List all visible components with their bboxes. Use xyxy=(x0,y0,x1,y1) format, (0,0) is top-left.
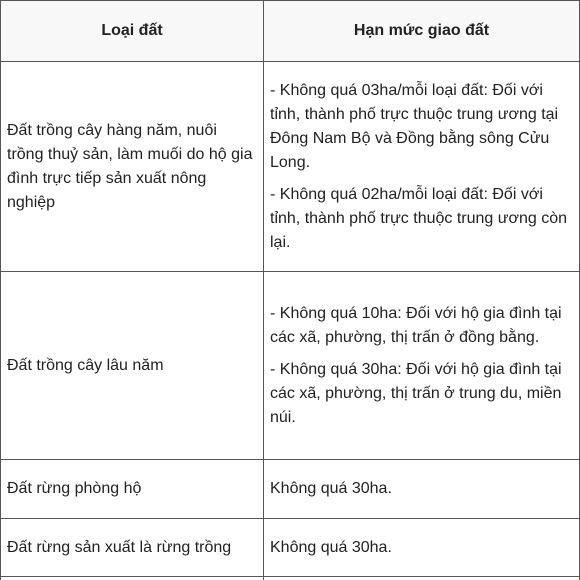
limit-paragraph: Không quá 30ha. xyxy=(270,538,392,556)
table-row xyxy=(1,519,580,577)
table-header-row xyxy=(1,1,580,62)
allocation-limit-cell xyxy=(264,460,580,519)
limit-paragraph: - Không quá 30ha: Đối với hộ gia đình tại các xã, phường, thị trấn ở trung du, miền núi. xyxy=(270,360,562,426)
limit-paragraph: - Không quá 02ha/mỗi loại đất: Đối với tỉnh, thành phố trực thuộc trung ương còn lại. xyxy=(270,185,567,251)
table-row xyxy=(1,62,580,272)
limit-paragraph: - Không quá 10ha: Đối với hộ gia đình tại các xã, phường, thị trấn ở đồng bằng. xyxy=(270,304,562,346)
header-allocation-limit: Hạn mức giao đất xyxy=(264,1,580,62)
table-row-partial xyxy=(1,577,580,580)
land-type-cell: Đất rừng sản xuất là rừng trồng xyxy=(1,519,264,577)
land-type-cell: Đất trồng cây hàng năm, nuôi trồng thuỷ sản, làm muối do hộ gia đình trực tiếp sản xuất nông nghiệp xyxy=(1,62,264,272)
allocation-limit-cell-empty xyxy=(264,577,580,580)
table-row xyxy=(1,272,580,460)
allocation-limit-cell xyxy=(264,62,580,272)
limit-paragraph: - Không quá 03ha/mỗi loại đất: Đối với tỉnh, thành phố trực thuộc trung ương tại Đông Nam Bộ và Đồng bằng sông Cửu Long. xyxy=(270,81,559,171)
land-type-cell-empty xyxy=(1,577,264,580)
header-land-type: Loại đất xyxy=(1,1,264,62)
allocation-limit-cell xyxy=(264,519,580,577)
allocation-limit-cell xyxy=(264,272,580,460)
limit-paragraph: Không quá 30ha. xyxy=(270,480,392,497)
land-type-cell: Đất trồng cây lâu năm xyxy=(1,272,264,460)
land-type-cell: Đất rừng phòng hộ xyxy=(1,460,264,519)
table-row xyxy=(1,460,580,519)
